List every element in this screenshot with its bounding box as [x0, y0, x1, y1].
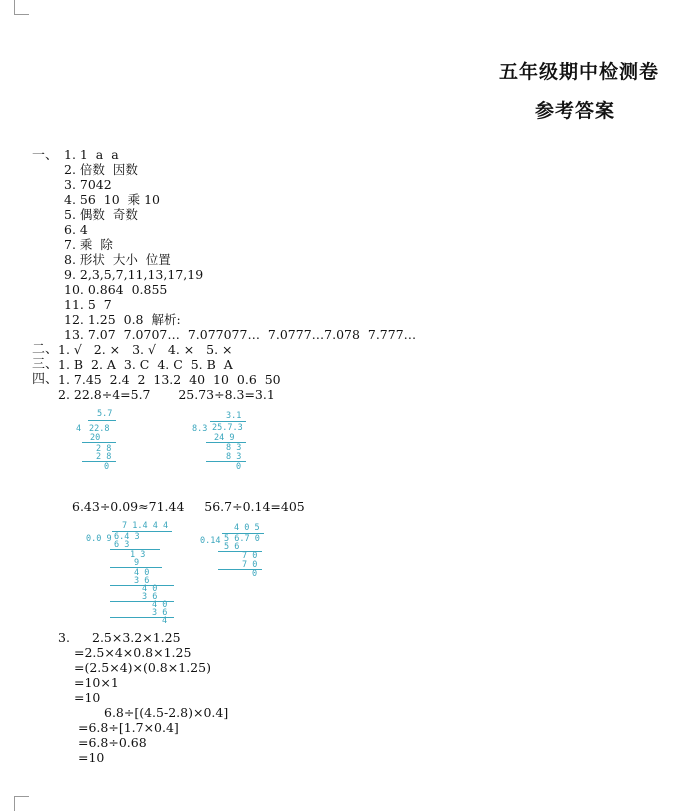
step: 2 8 — [96, 452, 112, 462]
step: 4 — [162, 616, 168, 626]
section-4-line-3: 6.43÷0.09≈71.44 56.7÷0.14=405 — [72, 499, 305, 514]
answer-1-3: 3. 7042 — [64, 177, 112, 192]
question-3-label: 3. — [58, 630, 70, 645]
divisor: 4 — [76, 424, 82, 434]
step: 8 3 — [226, 452, 242, 462]
long-division-4 — [200, 522, 270, 582]
calc-a-line-3: =(2.5×4)×(0.8×1.25) — [74, 660, 211, 675]
step: 0 — [236, 462, 242, 472]
divisor: 8.3 — [192, 424, 208, 434]
dividend: 5 6.7 0 — [224, 534, 260, 544]
step: 1 3 — [130, 550, 146, 560]
section-4-line-1: 1. 7.45 2.4 2 13.2 40 10 0.6 50 — [58, 372, 281, 387]
step: 4 0 — [134, 568, 150, 578]
page-corner-mark-top — [14, 0, 29, 15]
quotient: 3.1 — [226, 411, 242, 421]
step: 7 0 — [242, 551, 258, 561]
long-division-2 — [192, 410, 262, 474]
long-division-1 — [70, 408, 130, 472]
step: 3 6 — [152, 608, 168, 618]
quotient: 4 0 5 — [234, 523, 260, 533]
step: 8 3 — [226, 443, 242, 453]
step: 20 — [90, 433, 101, 443]
section-1-marker: 一、 — [32, 148, 59, 163]
answer-1-1: 1. 1 a a — [64, 147, 119, 162]
dividend: 22.8 — [89, 424, 110, 434]
answer-1-2: 2. 倍数 因数 — [64, 162, 138, 177]
calc-a-line-2: =2.5×4×0.8×1.25 — [74, 645, 192, 660]
section-3-marker: 三、 — [32, 357, 59, 372]
section-3-answers: 1. B 2. A 3. C 4. C 5. B A — [58, 357, 233, 372]
page-subtitle: 参考答案 — [534, 100, 615, 122]
long-division-3 — [84, 520, 184, 626]
answer-1-11: 11. 5 7 — [64, 297, 112, 312]
answer-1-5: 5. 偶数 奇数 — [64, 207, 138, 222]
answer-1-8: 8. 形状 大小 位置 — [64, 252, 171, 267]
step: 2 8 — [96, 444, 112, 454]
answer-1-4: 4. 56 10 乘 10 — [64, 192, 160, 207]
calc-b-line-3: =6.8÷0.68 — [78, 735, 147, 750]
section-4-line-2: 2. 22.8÷4=5.7 25.73÷8.3=3.1 — [58, 387, 275, 402]
answer-1-7: 7. 乘 除 — [64, 237, 113, 252]
answer-1-12: 12. 1.25 0.8 解析: — [64, 312, 181, 327]
answer-1-13: 13. 7.07 7.0707… 7.077077… 7.0777…7.078 7.777… — [64, 327, 417, 342]
step: 0 — [104, 462, 110, 472]
page-title: 五年级期中检测卷 — [498, 61, 659, 83]
step: 3 6 — [134, 576, 150, 586]
calc-b-line-1: 6.8÷[(4.5-2.8)×0.4] — [104, 705, 229, 720]
answer-1-9: 9. 2,3,5,7,11,13,17,19 — [64, 267, 204, 282]
calc-b-line-4: =10 — [78, 750, 105, 765]
step: 4 0 — [152, 600, 168, 610]
step: 5 6 — [224, 542, 240, 552]
calc-a-line-5: =10 — [74, 690, 101, 705]
step: 7 0 — [242, 560, 258, 570]
dividend: 6.4 3 — [114, 532, 140, 542]
calc-a-line-1: 2.5×3.2×1.25 — [92, 630, 181, 645]
step: 24 9 — [214, 433, 235, 443]
dividend: 25.7.3 — [212, 423, 243, 433]
answer-1-10: 10. 0.864 0.855 — [64, 282, 168, 297]
step: 0 — [252, 569, 258, 579]
section-4-marker: 四、 — [32, 372, 59, 387]
step: 4 0 — [142, 584, 158, 594]
divisor: 0.0 9 — [86, 534, 112, 544]
divisor: 0.14 — [200, 536, 221, 546]
quotient: 5.7 — [97, 409, 113, 419]
calc-a-line-4: =10×1 — [74, 675, 119, 690]
step: 9 — [134, 558, 140, 568]
section-2-answers: 1. √ 2. × 3. √ 4. × 5. × — [58, 342, 233, 357]
quotient: 7 1.4 4 4 — [122, 521, 169, 531]
calc-b-line-2: =6.8÷[1.7×0.4] — [78, 720, 179, 735]
answer-1-6: 6. 4 — [64, 222, 88, 237]
step: 3 6 — [142, 592, 158, 602]
section-2-marker: 二、 — [32, 342, 59, 357]
step: 6 3 — [114, 540, 130, 550]
